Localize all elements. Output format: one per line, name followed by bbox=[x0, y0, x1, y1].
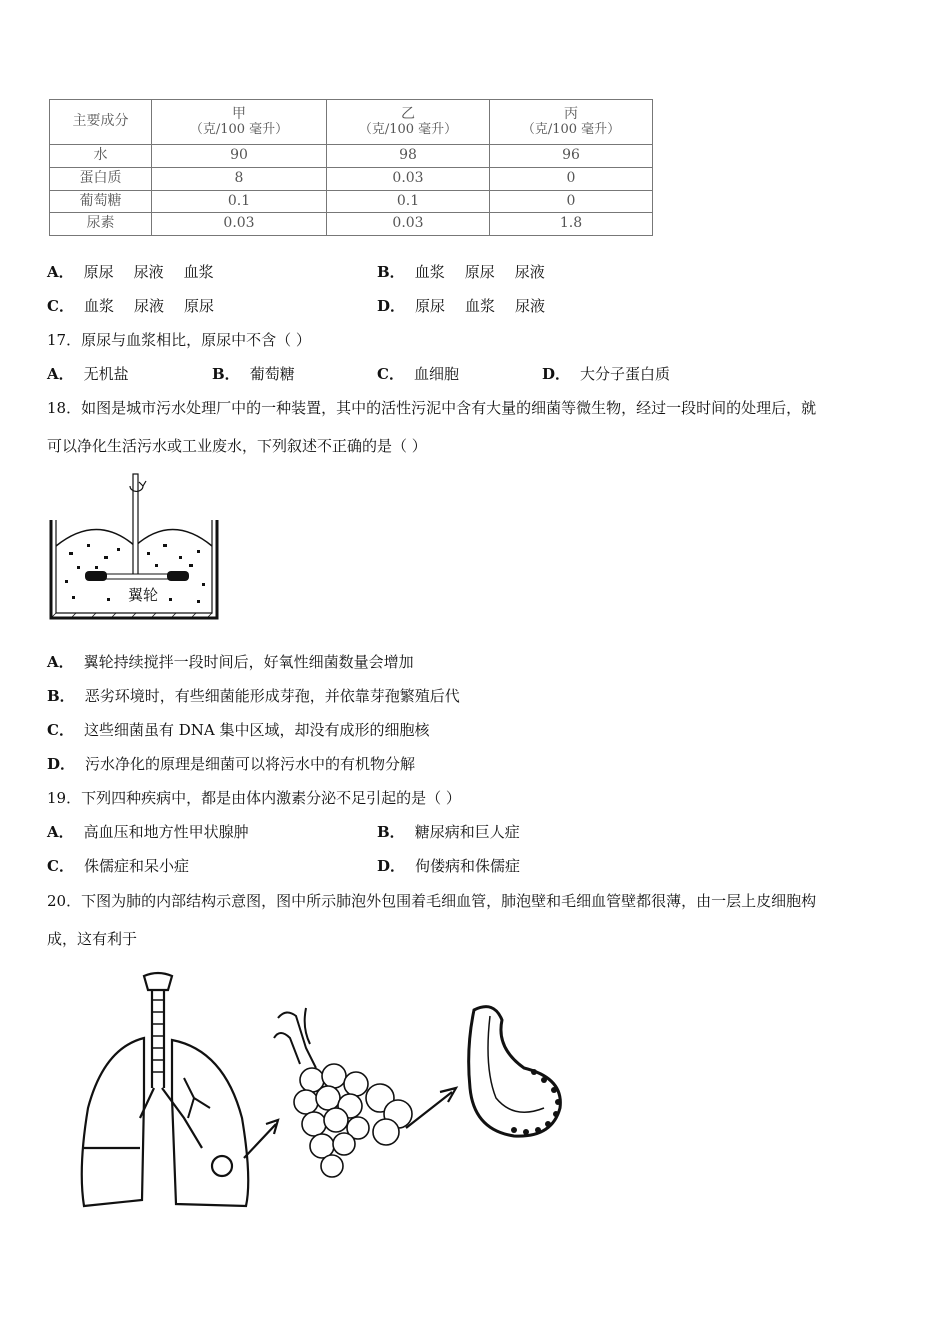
q18-stem-line2: 可以净化生活污水或工业废水，下列叙述不正确的是（ ） bbox=[47, 437, 427, 455]
q17-option-b[interactable]: B． 葡萄糖 bbox=[212, 365, 295, 383]
q17-option-a[interactable]: A． 无机盐 bbox=[47, 365, 129, 383]
q20-stem-line2: 成，这有利于 bbox=[47, 930, 138, 948]
table-header-cell: 丙 （克/100 毫升） bbox=[490, 100, 653, 145]
q18-stem-line1: 18．如图是城市污水处理厂中的一种装置，其中的活性污泥中含有大量的细菌等微生物，经过一段时间的处理后，就 bbox=[47, 399, 817, 417]
q19-option-d[interactable]: D． 佝偻病和侏儒症 bbox=[377, 857, 521, 875]
q18-option-d[interactable]: D． 污水净化的原理是细菌可以将污水中的有机物分解 bbox=[47, 755, 416, 773]
q19-stem: 19．下列四种疾病中，都是由体内激素分泌不足引起的是（ ） bbox=[47, 789, 461, 807]
q17-option-c[interactable]: C． 血细胞 bbox=[377, 365, 459, 383]
table-row: 尿素 0.03 0.03 1.8 bbox=[50, 213, 653, 236]
q19-option-c[interactable]: C． 侏儒症和呆小症 bbox=[47, 857, 189, 875]
composition-table bbox=[49, 99, 653, 236]
q18-option-a[interactable]: A． 翼轮持续搅拌一段时间后，好氧性细菌数量会增加 bbox=[47, 653, 414, 671]
lung-structure-figure bbox=[44, 968, 584, 1213]
q18-option-b[interactable]: B． 恶劣环境时，有些细菌能形成芽孢，并依靠芽孢繁殖后代 bbox=[47, 687, 460, 705]
table-header-cell: 甲 （克/100 毫升） bbox=[152, 100, 327, 145]
table-header-cell: 乙 （克/100 毫升） bbox=[327, 100, 490, 145]
table-row: 葡萄糖 0.1 0.1 0 bbox=[50, 190, 653, 213]
table-row: 蛋白质 8 0.03 0 bbox=[50, 167, 653, 190]
q20-stem-line1: 20．下图为肺的内部结构示意图，图中所示肺泡外包围着毛细血管，肺泡壁和毛细血管壁都很薄，由一层上皮细胞构 bbox=[47, 892, 817, 910]
table-row: 水 90 98 96 bbox=[50, 145, 653, 168]
q19-option-a[interactable]: A． 高血压和地方性甲状腺肿 bbox=[47, 823, 249, 841]
impeller-label: 翼轮 bbox=[128, 586, 159, 604]
q18-option-c[interactable]: C． 这些细菌虽有 DNA 集中区域，却没有成形的细胞核 bbox=[47, 721, 430, 739]
table-header-cell: 主要成分 bbox=[50, 100, 152, 145]
q17-stem: 17．原尿与血浆相比，原尿中不含（ ） bbox=[47, 331, 311, 349]
q19-option-b[interactable]: B． 糖尿病和巨人症 bbox=[377, 823, 520, 841]
q16-option-a[interactable]: A． 原尿 尿液 血浆 bbox=[47, 263, 214, 281]
q16-option-b[interactable]: B． 血浆 原尿 尿液 bbox=[377, 263, 545, 281]
q16-option-d[interactable]: D． 原尿 血浆 尿液 bbox=[377, 297, 546, 315]
q17-option-d[interactable]: D． 大分子蛋白质 bbox=[542, 365, 671, 383]
q16-option-c[interactable]: C． 血浆 尿液 原尿 bbox=[47, 297, 214, 315]
